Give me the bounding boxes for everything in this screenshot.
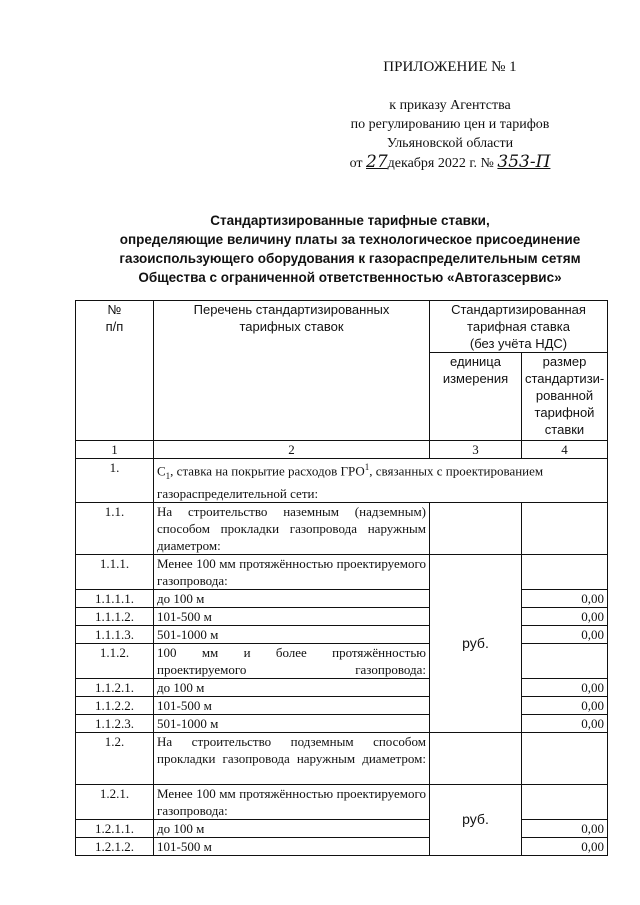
table-row [76,459,608,503]
value-cell [522,554,608,589]
table-row [76,819,608,837]
row-text: до 100 м [154,678,430,696]
col-header-unit: единица измерения [430,353,522,441]
row-text: Менее 100 мм протяжённостью проектируемого газопровода: [154,784,430,819]
title-line: Стандартизированные тарифные ставки, [210,213,490,228]
row-text: 101-500 м [154,837,430,855]
footnote-mark: 1 [364,462,370,472]
row-text: 100 мм и более протяжённостью проектируемого газопровода: [154,643,430,678]
table-row [76,643,608,678]
col-header-number: № п/п [76,301,154,441]
value-cell [522,502,608,554]
row-text: 101-500 м [154,696,430,714]
rate-subscript: 1 [165,470,171,481]
value-cell: 0,00 [522,607,608,625]
unit-cell: руб. [430,554,522,732]
row-number: 1.2.1.2. [76,837,154,855]
row-number: 1.1.2. [76,643,154,678]
row-text: На строительство подземным способом прокладки газопровода наружным диаметром: [154,732,430,784]
table-row [76,554,608,589]
row-number: 1. [76,459,154,503]
order-reference [300,96,600,173]
col-header-rate-group: Стандартизированная тарифная ставка (без учёта НДС) [430,301,608,353]
row-number: 1.2.1. [76,784,154,819]
row-text [154,459,608,503]
value-cell: 0,00 [522,696,608,714]
unit-cell [430,502,522,554]
row-number: 1.1.2.1. [76,678,154,696]
unit-cell [430,732,522,784]
row-text: 501-1000 м [154,625,430,643]
row-number: 1.1.1.1. [76,589,154,607]
row-text-part: , ставка на покрытие расходов ГРО [170,463,365,479]
value-cell: 0,00 [522,819,608,837]
table-row [76,502,608,554]
date-rest: декабря 2022 г. № [387,156,494,171]
row-number: 1.1.2.3. [76,714,154,732]
value-cell: 0,00 [522,678,608,696]
row-number: 1.1.1. [76,554,154,589]
row-text: Менее 100 мм протяжённостью проектируемого газопровода: [154,554,430,589]
index-cell: 1 [76,441,154,459]
title-line: определяющие величину платы за технологическое присоединение [119,232,581,247]
table-row [76,589,608,607]
appendix-title: ПРИЛОЖЕНИЕ № 1 [383,59,517,75]
row-number: 1.1.2.2. [76,696,154,714]
value-cell: 0,00 [522,625,608,643]
value-cell: 0,00 [522,837,608,855]
row-number: 1.2. [76,732,154,784]
index-cell: 3 [430,441,522,459]
row-text: 101-500 м [154,607,430,625]
handwritten-day: 27 [366,152,388,172]
value-cell: 0,00 [522,714,608,732]
table-row [76,678,608,696]
table-row [76,696,608,714]
title-line: Общества с ограниченной ответственностью «Автогазсервис» [138,270,562,285]
handwritten-order-number: 353-П [497,152,551,172]
order-date-line [300,153,600,173]
order-line: Ульяновской области [386,136,514,151]
table-row [76,732,608,784]
table-row [76,714,608,732]
index-row [76,441,608,459]
title-line: газоиспользующего оборудования к газораспределительным сетям [119,251,581,266]
order-line: к приказу Агентства [389,98,511,113]
row-text-part: , связанных с проектированием газораспределительной сети: [157,463,544,501]
row-text: до 100 м [154,819,430,837]
table-row [76,607,608,625]
value-cell [522,784,608,819]
value-cell: 0,00 [522,589,608,607]
table-row [76,784,608,819]
order-line: по регулированию цен и тарифов [350,117,550,132]
row-text: 501-1000 м [154,714,430,732]
rate-symbol: C [157,463,166,479]
row-number: 1.1. [76,502,154,554]
col-header-rate-size: размер стандартизи- рованной тарифной ставки [522,353,608,441]
unit-cell: руб. [430,784,522,855]
row-text: до 100 м [154,589,430,607]
tariff-table [75,300,608,856]
value-cell [522,643,608,678]
row-text: На строительство наземным (надземным) способом прокладки газопровода наружным диаметром: [154,502,430,554]
col-header-list: Перечень стандартизированных тарифных ставок [154,301,430,441]
table-row [76,625,608,643]
row-number: 1.2.1.1. [76,819,154,837]
row-number: 1.1.1.3. [76,625,154,643]
index-cell: 2 [154,441,430,459]
date-prefix: от [349,156,363,171]
value-cell [522,732,608,784]
index-cell: 4 [522,441,608,459]
document-title [90,211,610,287]
table-row [76,837,608,855]
row-number: 1.1.1.2. [76,607,154,625]
